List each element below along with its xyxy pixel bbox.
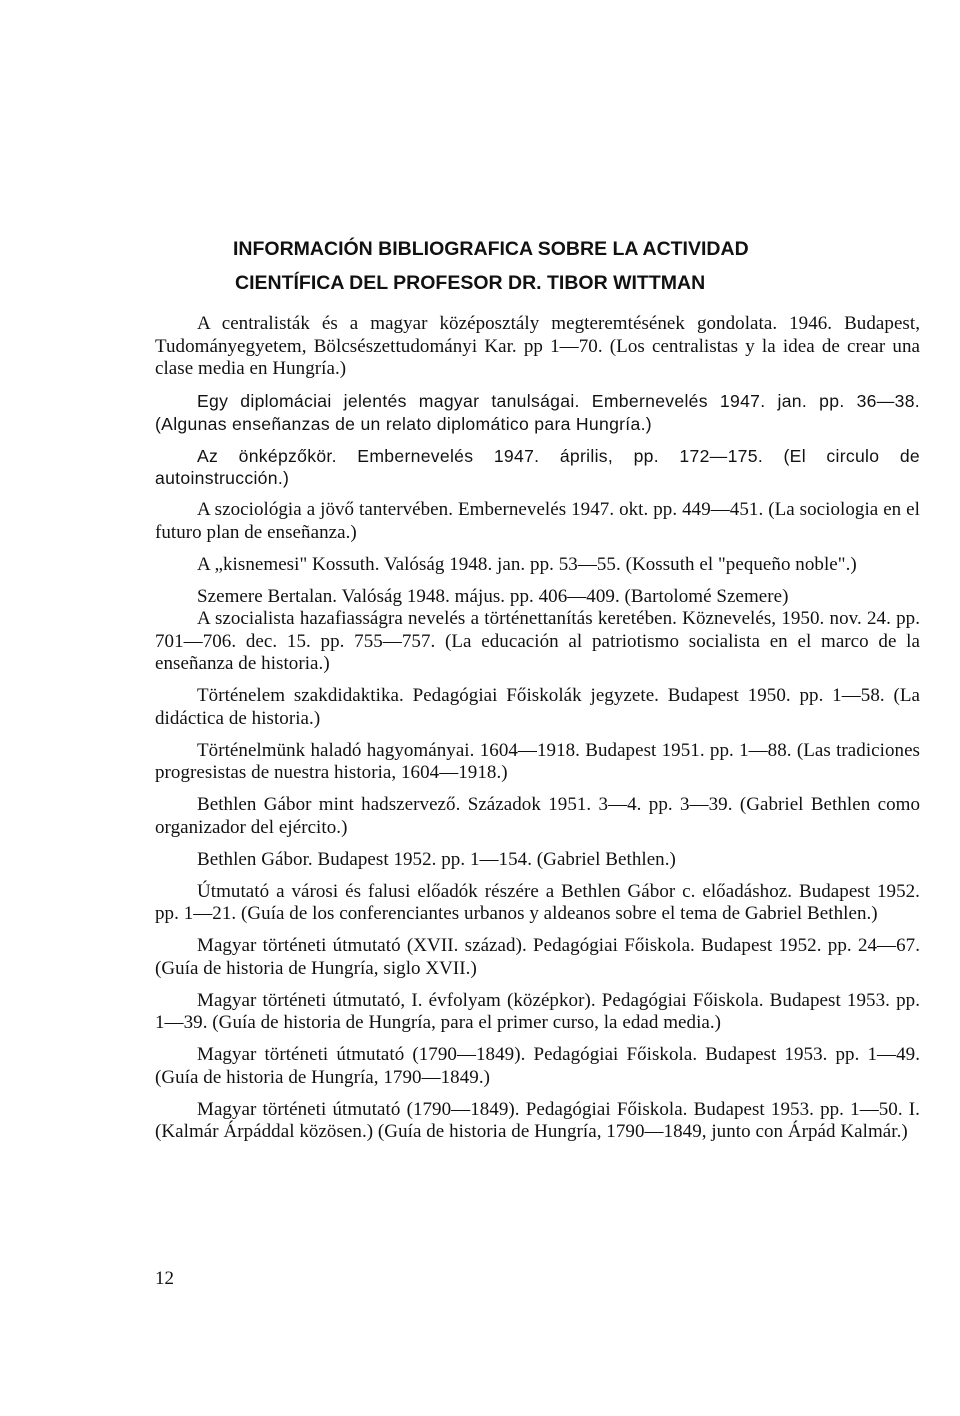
- bibliography-entry: Történelmünk haladó hagyományai. 1604—1918. Budapest 1951. pp. 1—88. (Las tradiciones progresistas de nuestra historia, 1604—1918.): [155, 739, 920, 783]
- page-heading: [233, 232, 853, 300]
- bibliography-entry: Útmutató a városi és falusi előadók részére a Bethlen Gábor c. előadáshoz. Budapest 1952. pp. 1—21. (Guía de los conferenciantes urbanos y aldeanos sobre el tema de Gabriel Bethlen.): [155, 880, 920, 924]
- bibliography-entry: Bethlen Gábor mint hadszervező. Századok 1951. 3—4. pp. 3—39. (Gabriel Bethlen como organizador del ejército.): [155, 794, 920, 838]
- bibliography-entry: Szemere Bertalan. Valóság 1948. május. pp. 406—409. (Bartolomé Szemere): [197, 585, 789, 607]
- bibliography-entry: Az önképzőkör. Embernevelés 1947. április, pp. 172—175. (El circulo de autoinstrucción.): [155, 445, 920, 488]
- page-number: 12: [155, 1268, 174, 1289]
- bibliography-entry: Magyar történeti útmutató, I. évfolyam (középkor). Pedagógiai Főiskola. Budapest 1953. pp. 1—39. (Guía de historia de Hungría, para el primer curso, la edad media.): [155, 989, 920, 1033]
- bibliography-entry: Magyar történeti útmutató (XVII. század). Pedagógiai Főiskola. Budapest 1952. pp. 24—67. (Guía de historia de Hungría, siglo XVII.): [155, 935, 920, 979]
- heading-line-1: INFORMACIÓN BIBLIOGRAFICA SOBRE LA ACTIVIDAD: [233, 238, 749, 260]
- bibliography-entry: Egy diplomáciai jelentés magyar tanulságai. Embernevelés 1947. jan. pp. 36—38. (Algunas enseñanzas de un relato diplomático para Hungría.): [155, 391, 920, 434]
- bibliography-entry: A „kisnemesi" Kossuth. Valóság 1948. jan. pp. 53—55. (Kossuth el "pequeño noble".): [197, 553, 857, 575]
- bibliography-entry: A centralisták és a magyar középosztály megteremtésének gondolata. 1946. Budapest, Tudományegyetem, Bölcsészettudományi Kar. pp 1—70. (Los centralistas y la idea de crear una clase media en Hungría.): [155, 313, 920, 379]
- bibliography-entry: Bethlen Gábor. Budapest 1952. pp. 1—154. (Gabriel Bethlen.): [197, 848, 676, 870]
- bibliography-entry: A szociológia a jövő tantervében. Embernevelés 1947. okt. pp. 449—451. (La sociologia en el futuro plan de enseñanza.): [155, 499, 920, 543]
- heading-line-2: CIENTÍFICA DEL PROFESOR DR. TIBOR WITTMAN: [235, 272, 706, 294]
- bibliography-entry: Magyar történeti útmutató (1790—1849). Pedagógiai Főiskola. Budapest 1953. pp. 1—50. I. (Kalmár Árpáddal közösen.) (Guía de historia de Hungría, 1790—1849, junto con Árpád Kalmár.): [155, 1098, 920, 1142]
- bibliography-list: [155, 313, 920, 1153]
- bibliography-entry: Történelem szakdidaktika. Pedagógiai Főiskolák jegyzete. Budapest 1950. pp. 1—58. (La didáctica de historia.): [155, 685, 920, 729]
- bibliography-entry: A szocialista hazafiasságra nevelés a történettanítás keretében. Köznevelés, 1950. nov. 24. pp. 701—706. dec. 15. pp. 755—757. (La educación al patriotismo socialista en el marco de la enseñanza de historia.): [155, 608, 920, 674]
- bibliography-entry: Magyar történeti útmutató (1790—1849). Pedagógiai Főiskola. Budapest 1953. pp. 1—49. (Guía de historia de Hungría, 1790—1849.): [155, 1044, 920, 1088]
